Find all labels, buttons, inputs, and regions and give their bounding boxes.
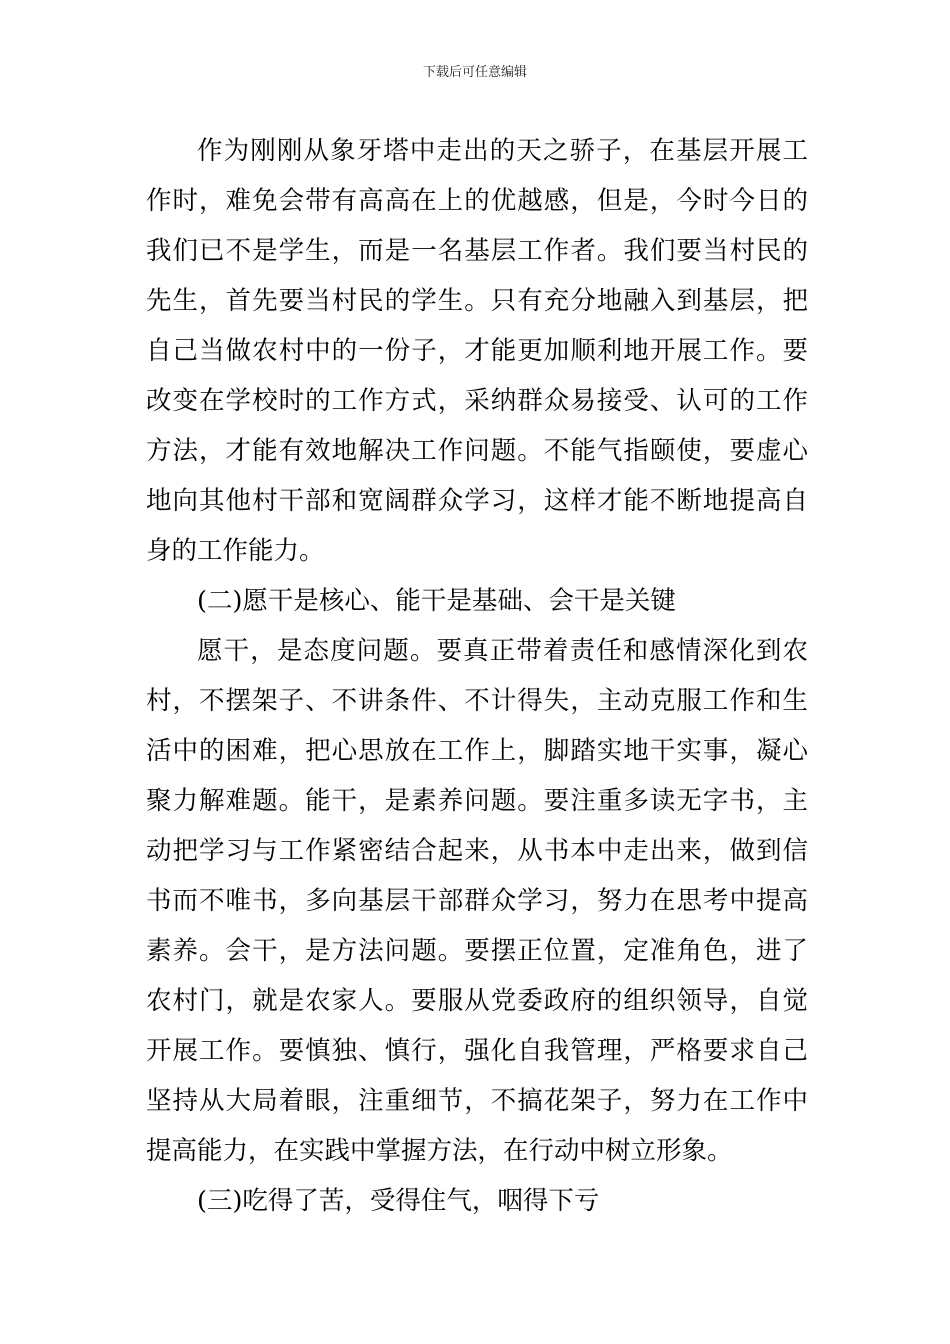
paragraph <box>146 626 808 1176</box>
text-line: 提高能力，在实践中掌握方法，在行动中树立形象。 <box>146 1136 733 1166</box>
text-line: 动把学习与工作紧密结合起来，从书本中走出来，做到信 <box>146 836 808 866</box>
text-line: 方法，才能有效地解决工作问题。不能气指颐使，要虚心 <box>146 436 808 466</box>
text-line: 愿干，是态度问题。要真正带着责任和感情深化到农 <box>197 636 808 666</box>
section-heading-text: (二)愿干是核心、能干是基础、会干是关键 <box>197 586 676 616</box>
text-line: 作时，难免会带有高高在上的优越感，但是，今时今日的 <box>146 186 808 216</box>
paragraph <box>146 126 808 576</box>
document-body <box>146 126 808 1226</box>
text-line: 聚力解难题。能干，是素养问题。要注重多读无字书，主 <box>146 786 808 816</box>
text-line: 坚持从大局着眼，注重细节，不搞花架子，努力在工作中 <box>146 1086 808 1116</box>
section-heading <box>146 1176 808 1226</box>
page-header: 下载后可任意编辑 <box>422 65 527 80</box>
text-line: 改变在学校时的工作方式，采纳群众易接受、认可的工作 <box>146 386 808 416</box>
text-line: 农村门，就是农家人。要服从党委政府的组织领导，自觉 <box>146 986 808 1016</box>
text-line: 书而不唯书，多向基层干部群众学习，努力在思考中提高 <box>146 886 808 916</box>
text-line: 先生，首先要当村民的学生。只有充分地融入到基层，把 <box>146 286 808 316</box>
text-line: 活中的困难，把心思放在工作上，脚踏实地干实事，凝心 <box>146 736 808 766</box>
text-line: 我们已不是学生，而是一名基层工作者。我们要当村民的 <box>146 236 808 266</box>
text-line: 地向其他村干部和宽阔群众学习，这样才能不断地提高自 <box>146 486 808 516</box>
section-heading <box>146 576 808 626</box>
text-line: 开展工作。要慎独、慎行，强化自我管理，严格要求自己 <box>146 1036 808 1066</box>
text-line: 身的工作能力。 <box>146 536 325 566</box>
text-line: 素养。会干，是方法问题。要摆正位置，定准角色，进了 <box>146 936 808 966</box>
section-heading-text: (三)吃得了苦，受得住气，咽得下亏 <box>197 1186 600 1216</box>
text-line: 村，不摆架子、不讲条件、不计得失，主动克服工作和生 <box>146 686 808 716</box>
text-line: 作为刚刚从象牙塔中走出的天之骄子，在基层开展工 <box>197 136 808 166</box>
text-line: 自己当做农村中的一份子，才能更加顺利地开展工作。要 <box>146 336 808 366</box>
